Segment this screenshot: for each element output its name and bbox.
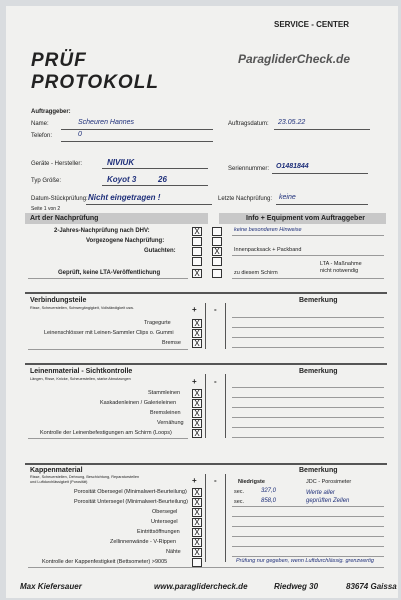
info-checkbox-2[interactable]	[212, 237, 222, 246]
groesse-value: 26	[158, 175, 167, 184]
leinen-minus: -	[214, 377, 217, 386]
kappe-subtitle-1: Risse, Scheuerstellen, Dehnung, Beschichtung, Reparaturstellen	[30, 475, 140, 479]
hersteller-label: Geräte - Hersteller:	[31, 161, 83, 167]
paraglidercheck-logo: ParagliderCheck.de	[238, 52, 351, 66]
info-lta-line2: nicht notwendig	[320, 268, 359, 274]
verbindung-subtitle: Risse, Scheuerstellen, Schwergängigkeit, Vollständigkeit usw.	[30, 306, 134, 310]
verbindung-leinenschloesser-checkbox[interactable]: X	[192, 329, 202, 338]
kappe-werte-line1: Werte aller	[306, 490, 335, 496]
art-row-gutachten: Gutachten:	[144, 248, 176, 254]
kappe-row-zellinnen: Zellinnenwände - V-Rippen	[110, 539, 177, 545]
kappe-sec2-value: 858,0	[261, 498, 277, 504]
leinen-stammleinen-checkbox[interactable]: X	[192, 389, 202, 398]
typ-label: Typ Größe:	[31, 178, 62, 184]
name-value: Scheuren Hannes	[78, 119, 135, 126]
hersteller-value: NIVIUK	[107, 158, 135, 167]
leinen-header: Leinenmaterial - Sichtkontrolle	[30, 368, 133, 375]
art-header: Art der Nachprüfung	[30, 215, 99, 222]
kappe-porositaet-ober-checkbox[interactable]: X	[192, 488, 202, 497]
art-2jahres-checkbox[interactable]: X	[192, 227, 202, 236]
info-innenpacksack-checkbox[interactable]: X	[212, 247, 222, 256]
telefon-value: 0	[78, 131, 82, 138]
art-vorgezogen-checkbox[interactable]	[192, 237, 202, 246]
kappe-plus: +	[192, 476, 197, 485]
kappe-jdc: JDC - Porosimeter	[306, 479, 352, 485]
auftragsdatum-label: Auftragsdatum:	[228, 121, 269, 127]
leinen-vernaehung-checkbox[interactable]: X	[192, 419, 202, 428]
kappe-footnote: Prüfung nur gegeben, wenn Luftdurchlässig. grenzwertig	[236, 558, 374, 564]
verbindung-tragegurte-checkbox[interactable]: X	[192, 319, 202, 328]
leinen-subtitle: Längen, Risse, Knicke, Scheuerstellen, starke Abnutzungen	[30, 377, 131, 381]
leinen-plus: +	[192, 377, 197, 386]
footer-website[interactable]: www.paraglidercheck.de	[154, 582, 248, 591]
kappe-row-festigkeit: Kontrolle der Kappenfestigkeit (Bettsometer) >9005	[42, 559, 168, 565]
kappe-werte-line2: geprüften Zellen	[306, 498, 350, 504]
title-line-1: PRÜF	[31, 50, 87, 71]
info-innenpacksack: Innenpacksack + Packband	[234, 247, 302, 253]
auftragsdatum-value: 23.05.22	[278, 119, 306, 126]
info-header: Info + Equipment vom Auftraggeber	[246, 215, 365, 222]
kappe-obersegel-checkbox[interactable]: X	[192, 508, 202, 517]
verbindung-bemerkung: Bemerkung	[299, 297, 338, 304]
kappe-festigkeit-checkbox[interactable]	[192, 558, 202, 567]
verbindung-row-leinenschloesser: Leinenschlösser mit Leinen-Sammler Clips o. Gummi	[44, 330, 174, 336]
kappe-row-obersegel: Obersegel	[152, 509, 178, 515]
name-label: Name:	[31, 121, 49, 127]
footer-name: Max Kiefersauer	[20, 582, 82, 591]
letzte-nachpruefung-value: keine	[279, 194, 296, 201]
typ-value: Koyot 3	[107, 175, 137, 184]
telefon-label: Telefon:	[31, 133, 53, 139]
art-gutachten-checkbox[interactable]	[192, 247, 202, 256]
letzte-nachpruefung-label: Letzte Nachprüfung:	[218, 196, 273, 202]
kappe-row-porositaet-unter: Porosität Untersegel (Minimalwert-Beurteilung)	[74, 499, 189, 505]
kappe-niedrigste: Niedrigste	[238, 479, 265, 485]
info-checkbox-1[interactable]	[212, 227, 222, 236]
leinen-loops-checkbox[interactable]: X	[192, 429, 202, 438]
art-row-lta: Geprüft, keine LTA-Veröffentlichung	[58, 270, 161, 276]
service-center-label: SERVICE - CENTER	[274, 20, 349, 29]
leinen-row-bremsleinen: Bremsleinen	[150, 410, 181, 416]
kappe-row-eintritt: Eintrittsöffnungen	[137, 529, 180, 535]
verbindung-plus: +	[192, 305, 197, 314]
page-number: Seite 1 von 2	[31, 206, 61, 212]
leinen-row-loops: Kontrolle der Leinenbefestigungen am Schirm (Loops)	[40, 430, 172, 436]
info-lta-line1: LTA - Maßnahme	[320, 261, 362, 267]
kappe-sec2-label: sec.	[234, 499, 245, 505]
leinen-bemerkung: Bemerkung	[299, 368, 338, 375]
leinen-row-kaskaden: Kaskadenleinen / Galerieleinen	[100, 400, 177, 406]
leinen-row-vernaehung: Vernähung	[157, 420, 184, 426]
kappe-sec1-label: sec.	[234, 489, 245, 495]
kappe-porositaet-unter-checkbox[interactable]: X	[192, 498, 202, 507]
seriennummer-value: O1481844	[276, 163, 309, 170]
verbindung-bremse-checkbox[interactable]: X	[192, 339, 202, 348]
leinen-bremsleinen-checkbox[interactable]: X	[192, 409, 202, 418]
info-keine-hinweise: keine besonderen Hinweise	[234, 227, 302, 233]
datum-stueckpruefung-value: Nicht eingetragen !	[88, 193, 161, 202]
art-row-vorgezogen: Vorgezogene Nachprüfung:	[86, 238, 165, 244]
datum-stueckpruefung-label: Datum-Stückprüfung:	[31, 196, 88, 202]
verbindung-minus: -	[214, 305, 217, 314]
art-row-2jahres: 2-Jahres-Nachprüfung nach DHV:	[54, 228, 150, 234]
art-blank-checkbox[interactable]	[192, 257, 202, 266]
footer-street: Riedweg 30	[274, 582, 319, 591]
kappe-row-porositaet-ober: Porosität Obersegel (Minimalwert-Beurteilung)	[74, 489, 187, 495]
kappe-untersegel-checkbox[interactable]: X	[192, 518, 202, 527]
kappe-naehte-checkbox[interactable]: X	[192, 548, 202, 557]
art-lta-checkbox[interactable]: X	[192, 269, 202, 278]
info-checkbox-5[interactable]	[212, 269, 222, 278]
kappe-row-naehte: Nähte	[166, 549, 181, 555]
protocol-sheet	[6, 6, 398, 598]
kappe-minus: -	[214, 476, 217, 485]
kappe-eintritt-checkbox[interactable]: X	[192, 528, 202, 537]
auftraggeber-label: Auftraggeber:	[31, 109, 71, 115]
leinen-row-stammleinen: Stammleinen	[148, 390, 181, 396]
leinen-kaskaden-checkbox[interactable]: X	[192, 399, 202, 408]
verbindung-row-tragegurte: Tragegurte	[144, 320, 171, 326]
verbindung-header: Verbindungsteile	[30, 297, 87, 304]
kappe-subtitle-2: und Luftdurchlässigkeit (Porosität)	[30, 480, 88, 484]
title-line-2: PROTOKOLL	[31, 72, 159, 93]
footer-city: 83674 Gaissa	[346, 582, 397, 591]
kappe-bemerkung: Bemerkung	[299, 467, 338, 474]
kappe-row-untersegel: Untersegel	[151, 519, 178, 525]
kappe-header: Kappenmaterial	[30, 467, 83, 474]
verbindung-row-bremse: Bremse	[162, 340, 181, 346]
info-zu-schirm: zu diesem Schirm	[234, 270, 278, 276]
kappe-zellinnen-checkbox[interactable]: X	[192, 538, 202, 547]
seriennummer-label: Seriennummer:	[228, 166, 270, 172]
info-checkbox-4[interactable]	[212, 257, 222, 266]
kappe-sec1-value: 327,0	[261, 488, 277, 494]
